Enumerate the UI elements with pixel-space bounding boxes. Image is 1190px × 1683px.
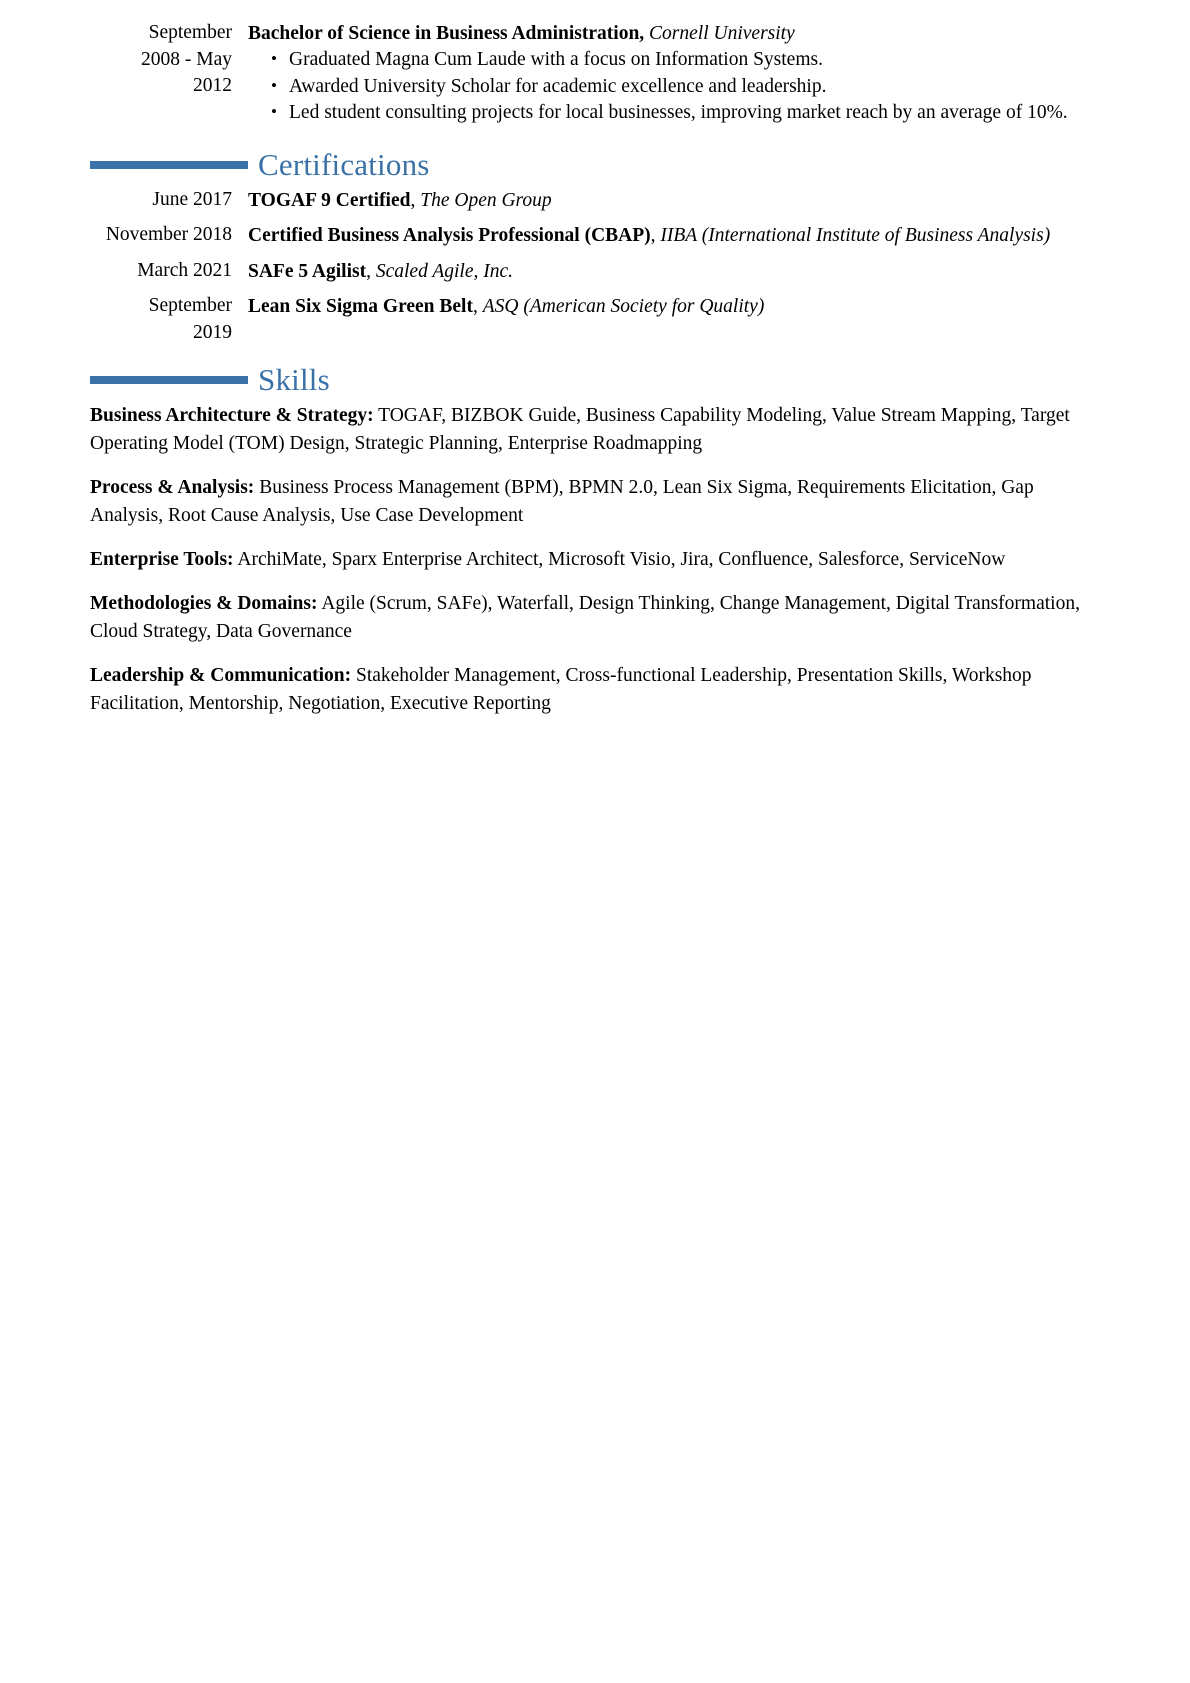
certification-issuer: The Open Group [420,189,552,211]
education-date-line-3: 2012 [193,75,232,96]
skill-category-items: Stakeholder Management, Cross-functional Leadership, Presentation Skills, Workshop Facilitation, Mentorship, Negotiation, Executive Reporting [90,665,1032,714]
certification-body [232,258,1100,286]
certification-issuer: ASQ (American Society for Quality) [482,296,765,317]
certification-entry [90,222,1100,250]
spacer-skill-1 [0,458,1190,474]
certification-name: SAFe 5 Agilist [248,260,367,282]
list-item: • Led student consulting projects for local businesses, improving market reach by an average of 10%. [248,100,1100,127]
skill-category-items: Business Process Management (BPM), BPMN 2.0, Lean Six Sigma, Requirements Elicitation, Gap Analysis, Root Cause Analysis, Use Case Development [90,477,1034,526]
skill-category-label: Leadership & Communication: [90,665,352,686]
certification-issuer: IIBA (International Institute of Business Analysis) [660,225,1051,246]
certification-separator: , [410,189,421,211]
section-header-skills [90,358,1190,402]
certification-name: Lean Six Sigma Green Belt [248,296,473,317]
skill-category-row [90,474,1100,530]
spacer-cert-1 [0,214,1190,222]
certification-date: November 2018 [105,224,232,245]
education-bullet-list [248,47,1100,127]
certification-separator: , [472,296,483,317]
education-entry-title [248,20,1100,47]
certification-separator: , [366,260,376,282]
skill-category-label: Business Architecture & Strategy: [90,405,374,426]
section-rule-icon [90,161,248,169]
certification-entry [90,293,1100,346]
skill-category-items: TOGAF, BIZBOK Guide, Business Capability Modeling, Value Stream Mapping, Target Operating Model (TOM) Design, Strategic Planning, Enterprise Roadmapping [90,405,1070,454]
education-date-line-2: 2008 - May [141,48,232,70]
education-institution: Cornell University [649,23,795,44]
certification-date [90,293,232,346]
certification-entry [90,258,1100,286]
certification-body [232,222,1100,250]
certification-body [232,187,1100,215]
skill-category-label: Enterprise Tools: [90,549,234,570]
certification-separator: , [650,225,661,246]
skill-category-items: Agile (Scrum, SAFe), Waterfall, Design Thinking, Change Management, Digital Transformation, Cloud Strategy, Data Governance [90,593,1080,642]
education-degree: Bachelor of Science in Business Administration [248,23,640,44]
education-date-line-1: September [148,22,232,43]
certification-date-line-1: September [148,295,232,316]
spacer-skill-4 [0,646,1190,662]
education-entry-date [90,20,232,100]
spacer-skill-2 [0,530,1190,546]
certification-name: Certified Business Analysis Professional (CBAP) [248,225,651,246]
skill-category-row [90,402,1100,458]
education-separator: , [639,23,650,44]
certification-body [232,293,1100,321]
spacer-skill-3 [0,574,1190,590]
skill-category-items: ArchiMate, Sparx Enterprise Architect, Microsoft Visio, Jira, Confluence, Salesforce, ServiceNow [237,549,1006,570]
spacer-cert-2 [0,250,1190,258]
skill-category-row [90,590,1100,646]
section-title-skills: Skills [258,362,330,397]
spacer-after-education [0,127,1190,143]
section-header-certifications [90,143,1190,187]
top-spacer [0,0,1190,20]
certification-date: June 2017 [152,188,232,210]
certification-entry [90,187,1100,215]
skill-category-label: Process & Analysis: [90,477,255,498]
section-rule-icon [90,376,248,384]
education-entry [90,20,1100,127]
education-entry-body [232,20,1100,127]
certification-date: March 2021 [137,259,232,281]
certification-date-line-2: 2019 [193,321,232,343]
list-item: • Awarded University Scholar for academic excellence and leadership. [248,74,1100,101]
spacer-cert-3 [0,285,1190,293]
skill-category-row [90,546,1100,574]
section-title-certifications: Certifications [258,146,430,182]
certification-name: TOGAF 9 Certified [248,189,411,211]
spacer-after-certifications [0,346,1190,358]
list-item: • Graduated Magna Cum Laude with a focus on Information Systems. [248,47,1100,74]
certification-issuer: Scaled Agile, Inc. [375,260,514,282]
skill-category-label: Methodologies & Domains: [90,593,318,614]
skill-category-row [90,662,1100,718]
